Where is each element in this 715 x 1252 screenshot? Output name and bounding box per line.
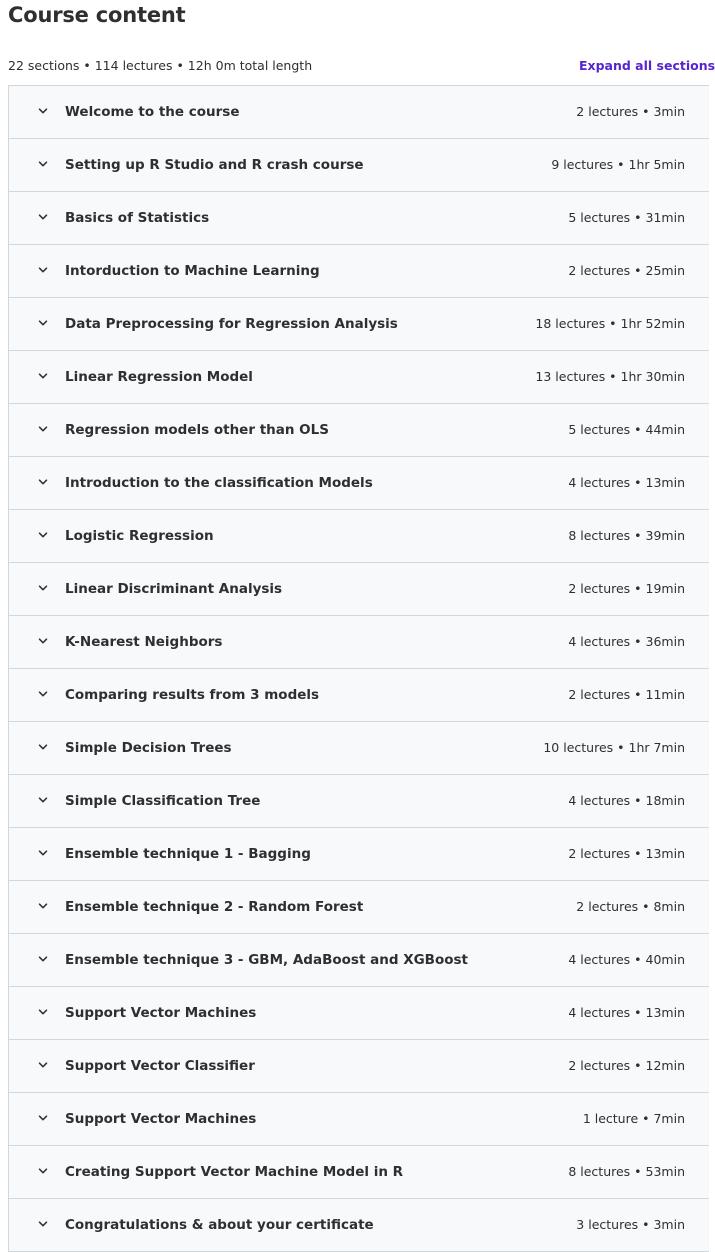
section-meta: 8 lectures • 39min <box>568 528 685 543</box>
section-title: Linear Regression Model <box>65 369 253 385</box>
section-meta: 9 lectures • 1hr 5min <box>551 157 685 172</box>
section-title: Intorduction to Machine Learning <box>65 263 320 279</box>
section-meta: 5 lectures • 31min <box>568 210 685 225</box>
expand-all-sections-button[interactable]: Expand all sections <box>579 58 715 73</box>
chevron-down-icon[interactable] <box>37 264 49 276</box>
section-meta: 1 lecture • 7min <box>582 1111 685 1126</box>
section-row[interactable] <box>9 934 709 987</box>
section-row[interactable] <box>9 616 709 669</box>
section-row[interactable] <box>9 139 709 192</box>
section-title: Ensemble technique 3 - GBM, AdaBoost and XGBoost <box>65 952 469 968</box>
chevron-down-icon[interactable] <box>37 1218 49 1230</box>
course-summary-row <box>8 55 715 77</box>
section-row[interactable] <box>9 1146 709 1199</box>
section-meta: 13 lectures • 1hr 30min <box>535 369 685 384</box>
section-row[interactable] <box>9 775 709 828</box>
section-meta: 5 lectures • 44min <box>568 422 685 437</box>
section-title: Creating Support Vector Machine Model in R <box>65 1164 404 1180</box>
chevron-down-icon[interactable] <box>37 1165 49 1177</box>
section-title: Welcome to the course <box>65 104 240 120</box>
section-title: Support Vector Classifier <box>65 1058 255 1074</box>
section-meta: 2 lectures • 3min <box>576 104 685 119</box>
chevron-down-icon[interactable] <box>37 317 49 329</box>
section-list <box>8 85 709 1252</box>
section-row[interactable] <box>9 669 709 722</box>
section-meta: 4 lectures • 36min <box>568 634 685 649</box>
chevron-down-icon[interactable] <box>37 105 49 117</box>
chevron-down-icon[interactable] <box>37 1112 49 1124</box>
section-meta: 3 lectures • 3min <box>576 1217 685 1232</box>
chevron-down-icon[interactable] <box>37 529 49 541</box>
section-row[interactable] <box>9 987 709 1040</box>
section-row[interactable] <box>9 351 709 404</box>
section-row[interactable] <box>9 881 709 934</box>
section-row[interactable] <box>9 722 709 775</box>
section-title: Regression models other than OLS <box>65 422 329 438</box>
section-title: Support Vector Machines <box>65 1111 257 1127</box>
section-meta: 4 lectures • 13min <box>568 475 685 490</box>
section-row[interactable] <box>9 828 709 881</box>
section-meta: 2 lectures • 12min <box>568 1058 685 1073</box>
chevron-down-icon[interactable] <box>37 900 49 912</box>
chevron-down-icon[interactable] <box>37 635 49 647</box>
section-title: Logistic Regression <box>65 528 214 544</box>
section-row[interactable] <box>9 404 709 457</box>
chevron-down-icon[interactable] <box>37 953 49 965</box>
section-title: Ensemble technique 1 - Bagging <box>65 846 311 862</box>
section-title: Ensemble technique 2 - Random Forest <box>65 899 364 915</box>
section-meta: 4 lectures • 40min <box>568 952 685 967</box>
section-row[interactable] <box>9 457 709 510</box>
section-meta: 2 lectures • 13min <box>568 846 685 861</box>
section-title: Data Preprocessing for Regression Analysis <box>65 316 398 332</box>
section-row[interactable] <box>9 1093 709 1146</box>
chevron-down-icon[interactable] <box>37 1006 49 1018</box>
section-meta: 4 lectures • 13min <box>568 1005 685 1020</box>
section-title: Congratulations & about your certificate <box>65 1217 374 1233</box>
section-row[interactable] <box>9 563 709 616</box>
chevron-down-icon[interactable] <box>37 1059 49 1071</box>
course-summary: 22 sections • 114 lectures • 12h 0m total length <box>8 58 313 73</box>
section-row[interactable] <box>9 86 709 139</box>
section-row[interactable] <box>9 1199 709 1252</box>
section-row[interactable] <box>9 510 709 563</box>
section-meta: 2 lectures • 25min <box>568 263 685 278</box>
section-title: K-Nearest Neighbors <box>65 634 223 650</box>
section-meta: 2 lectures • 11min <box>568 687 685 702</box>
section-meta: 4 lectures • 18min <box>568 793 685 808</box>
section-row[interactable] <box>9 298 709 351</box>
section-meta: 10 lectures • 1hr 7min <box>543 740 685 755</box>
section-row[interactable] <box>9 245 709 298</box>
section-row[interactable] <box>9 192 709 245</box>
chevron-down-icon[interactable] <box>37 582 49 594</box>
page-title: Course content <box>8 3 186 27</box>
chevron-down-icon[interactable] <box>37 211 49 223</box>
section-title: Linear Discriminant Analysis <box>65 581 283 597</box>
chevron-down-icon[interactable] <box>37 794 49 806</box>
chevron-down-icon[interactable] <box>37 688 49 700</box>
section-meta: 2 lectures • 19min <box>568 581 685 596</box>
section-meta: 2 lectures • 8min <box>576 899 685 914</box>
section-row[interactable] <box>9 1040 709 1093</box>
chevron-down-icon[interactable] <box>37 741 49 753</box>
section-title: Introduction to the classification Models <box>65 475 373 491</box>
section-title: Setting up R Studio and R crash course <box>65 157 364 173</box>
section-meta: 8 lectures • 53min <box>568 1164 685 1179</box>
section-title: Comparing results from 3 models <box>65 687 320 703</box>
section-title: Simple Classification Tree <box>65 793 261 809</box>
section-title: Basics of Statistics <box>65 210 210 226</box>
chevron-down-icon[interactable] <box>37 476 49 488</box>
chevron-down-icon[interactable] <box>37 158 49 170</box>
section-title: Support Vector Machines <box>65 1005 257 1021</box>
chevron-down-icon[interactable] <box>37 847 49 859</box>
chevron-down-icon[interactable] <box>37 370 49 382</box>
chevron-down-icon[interactable] <box>37 423 49 435</box>
section-title: Simple Decision Trees <box>65 740 232 756</box>
section-meta: 18 lectures • 1hr 52min <box>535 316 685 331</box>
